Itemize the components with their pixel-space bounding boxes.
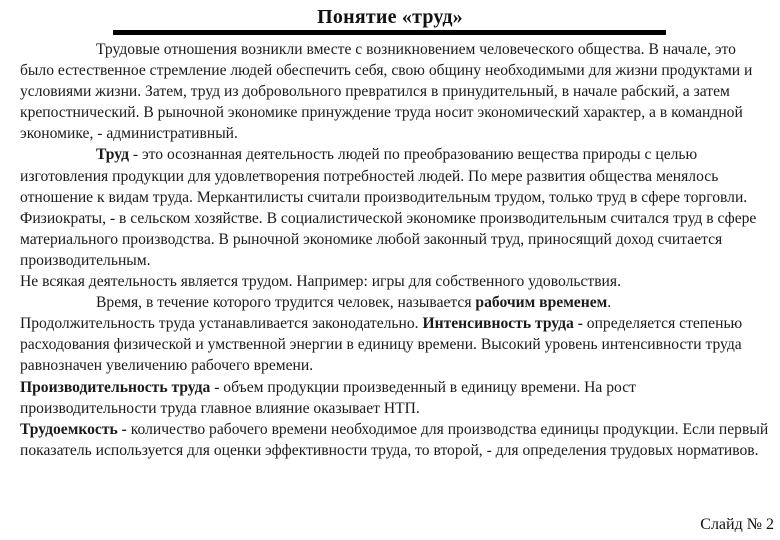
term-productivity: Производительность труда (20, 378, 211, 396)
title-underline-bar (113, 30, 666, 35)
paragraph-working-time (20, 292, 772, 313)
paragraph-text: . (607, 294, 612, 312)
page-title: Понятие «труд» (317, 6, 463, 28)
slide-number: Слайд № 2 (700, 516, 774, 533)
paragraph-text: Продолжительность труда устанавливается законодательно. (20, 315, 423, 333)
paragraph-not-all-activity (20, 271, 772, 292)
paragraph-labor-definition (20, 144, 772, 271)
term-labor: Труд (96, 146, 129, 164)
paragraph-text: Трудовые отношения возникли вместе с возникновением человеческого общества. В начале, это было естественное стремление людей обеспечить себя, свою общину необходимыми для жизни продуктами и условиями жизни. Затем, труд из добровольного превратился в принудительный, в начале рабский, а затем крепостнический. В рыночной экономике принуждение труда носит экономический характер, а в командной экономике, - административный. (20, 41, 753, 143)
slide-body (20, 39, 772, 461)
paragraph-labor-relations (20, 39, 772, 144)
paragraph-text: Не всякая деятельность является трудом. Например: игры для собственного удовольствия. (20, 273, 621, 291)
term-labor-intensity: Интенсивность труда - (422, 315, 583, 333)
paragraph-text: - это осознанная деятельность людей по преобразованию вещества природы с целью изготовления продукции для удовлетворения потребностей людей. По мере развития общества менялось отношение к видам труда. Меркантилисты считали производительным трудом, только труд в сфере торговли. Физиократы, - в сельском хозяйстве. В социалистической экономике производительным считался труд в сфере материального производства. В рыночной экономике любой законный труд, приносящий доход считается производительным. (20, 146, 757, 269)
paragraph-productivity (20, 377, 772, 419)
paragraph-labor-intensity (20, 313, 772, 376)
term-labor-input: Трудоемкость - (20, 420, 127, 438)
term-working-time: рабочим временем (475, 294, 608, 312)
paragraph-text: определяется степенью расходования физической и умственной энергии в единицу времени. Высокий уровень интенсивности труда равнозначен увеличению рабочего времени. (20, 315, 743, 375)
paragraph-text: Время, в течение которого трудится человек, называется (96, 294, 476, 312)
paragraph-text: количество рабочего времени необходимое для производства единицы продукции. Если первый показатель используется для оценки эффективности труда, то второй, - для определения трудовых нормативов. (20, 420, 769, 459)
paragraph-text: - объем продукции произведенный в единицу времени. На рост производительности труда главное влияние оказывает НТП. (20, 378, 636, 417)
paragraph-labor-input (20, 419, 772, 461)
